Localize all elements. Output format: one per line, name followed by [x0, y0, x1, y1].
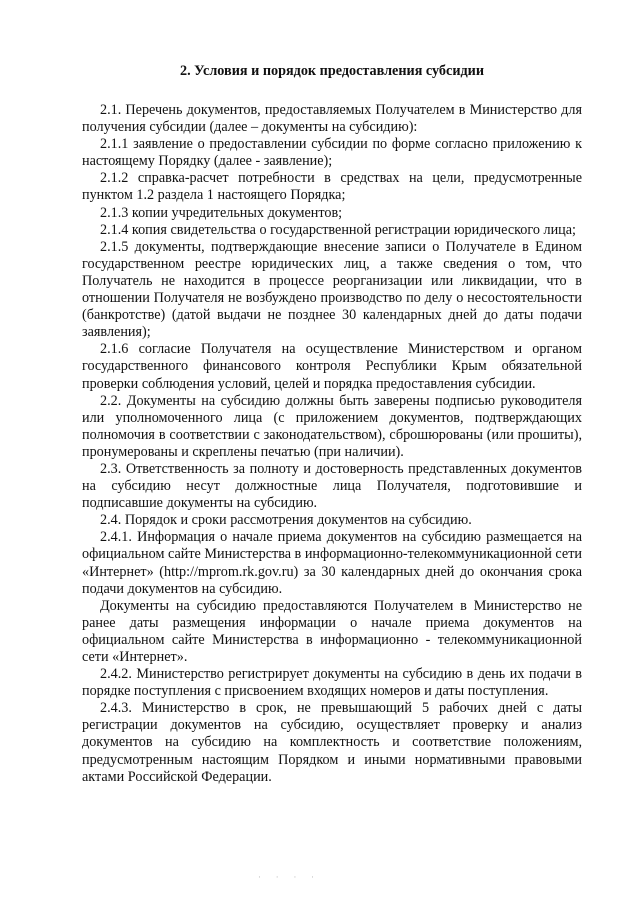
paragraph-2-1-5: 2.1.5 документы, подтверждающие внесение записи о Получателе в Едином государственном реестре юридических лиц, а также сведения о том, что Получатель не находится в процессе реорганизации или ликвидации, что в отношении Получателя не возбуждено производство по делу о несостоятельности (банкротстве) (датой выдачи не позднее 30 календарных дней до даты подачи заявления);	[82, 238, 582, 341]
paragraph-submission-note: Документы на субсидию предоставляются Получателем в Министерство не ранее даты размещения информации о начале приема документов на официальном сайте Министерства в информационно - телекоммуникационной сети «Интернет».	[82, 597, 582, 665]
paragraph-2-1-4: 2.1.4 копия свидетельства о государственной регистрации юридического лица;	[100, 221, 576, 238]
document-page	[82, 62, 582, 786]
paragraph-2-4-3: 2.4.3. Министерство в срок, не превышающий 5 рабочих дней с даты регистрации документов на субсидию, осуществляет проверку и анализ документов на субсидию на комплектность и соответствие положениям, предусмотренным настоящим Порядком и иными нормативными правовыми актами Российской Федерации.	[82, 700, 582, 785]
scan-artifact: · · · ·	[258, 873, 321, 883]
paragraph-2-4-2: 2.4.2. Министерство регистрирует документы на субсидию в день их подачи в порядке поступления с присвоением входящих номеров и даты поступления.	[82, 666, 582, 700]
paragraph-2-1-3: 2.1.3 копии учредительных документов;	[100, 204, 343, 221]
paragraph-2-2: 2.2. Документы на субсидию должны быть заверены подписью руководителя или уполномоченного лица (с приложением документов, подтверждающих полномочия в соответствии с законодательством), сброшюрованы (или прошиты), пронумерованы и скреплены печатью (при наличии).	[82, 392, 582, 460]
paragraph-2-4: 2.4. Порядок и сроки рассмотрения документов на субсидию.	[100, 512, 472, 529]
section-heading: 2. Условия и порядок предоставления субсидии	[179, 63, 485, 79]
paragraph-2-1-6: 2.1.6 согласие Получателя на осуществление Министерством и органом государственного финансового контроля Республики Крым обязательной проверки соблюдения условий, целей и порядка предоставления субсидии.	[82, 341, 582, 392]
paragraph-2-1-1: 2.1.1 заявление о предоставлении субсидии по форме согласно приложению к настоящему Порядку (далее - заявление);	[82, 136, 582, 170]
paragraph-2-1: 2.1. Перечень документов, предоставляемых Получателем в Министерство для получения субсидии (далее – документы на субсидию):	[82, 102, 582, 136]
paragraph-2-3: 2.3. Ответственность за полноту и достоверность представленных документов на субсидию несут должностные лица Получателя, подготовившие и подписавшие документы на субсидию.	[82, 460, 582, 512]
paragraph-2-4-1: 2.4.1. Информация о начале приема документов на субсидию размещается на официальном сайте Министерства в информационно-телекоммуникационной сети «Интернет» (http://mprom.rk.gov.ru) за 30 календарных дней до окончания срока подачи документов на субсидию.	[82, 529, 582, 597]
paragraph-2-1-2: 2.1.2 справка-расчет потребности в средствах на цели, предусмотренные пунктом 1.2 раздела 1 настоящего Порядка;	[82, 170, 582, 204]
